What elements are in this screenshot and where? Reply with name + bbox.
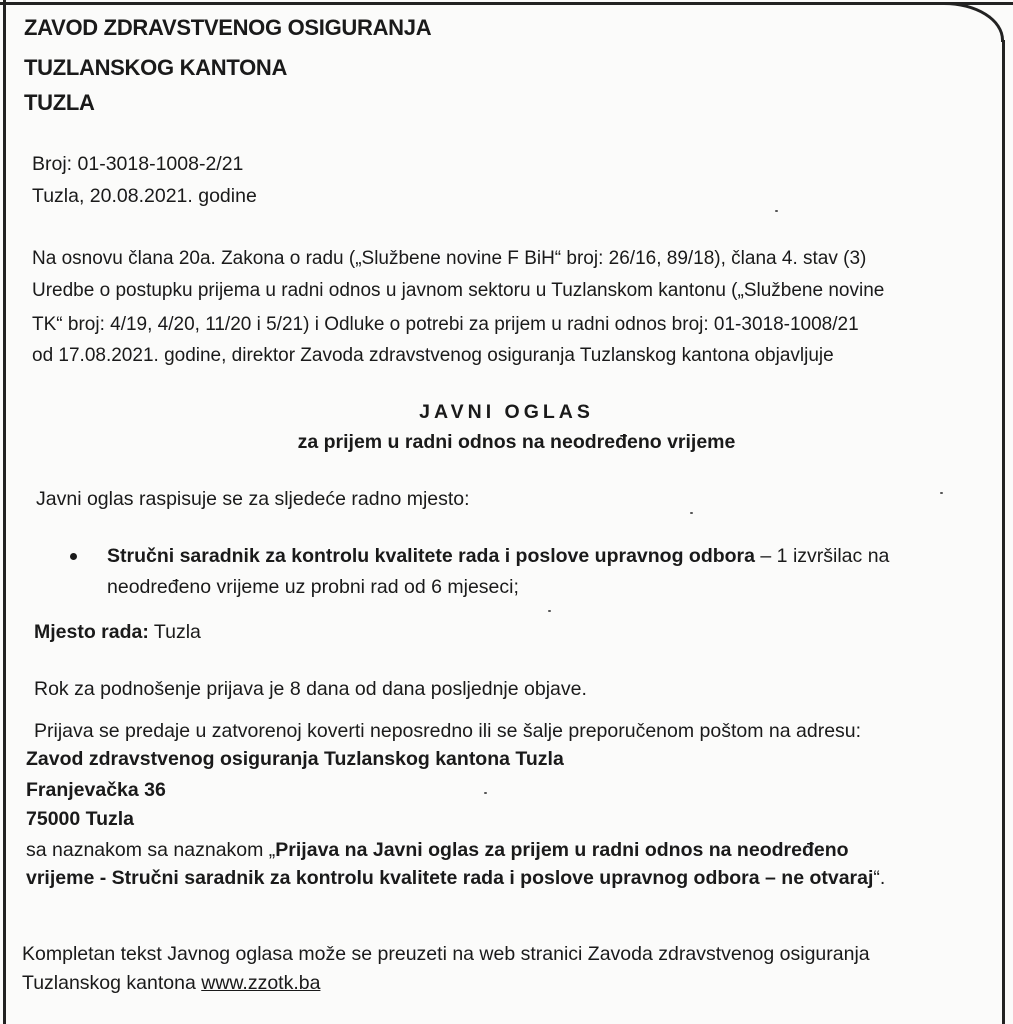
position-count: – 1 izvršilac na: [755, 545, 890, 567]
envelope-mark-prefix: sa naznakom sa naznakom „: [26, 839, 276, 861]
footer-line-2: [22, 969, 320, 997]
position-line-2: neodređeno vrijeme uz probni rad od 6 mjeseci;: [107, 576, 519, 598]
intro-line-3: TK“ broj: 4/19, 4/20, 11/20 i 5/21) i Odluke o potrebi za prijem u radni odnos broj: 01-3018-1008/21: [32, 314, 859, 335]
position-title: Stručni saradnik za kontrolu kvalitete rada i poslove upravnog odbora: [107, 545, 755, 567]
institution-name-line2: TUZLANSKOG KANTONA: [24, 55, 288, 80]
address-line-3: 75000 Tuzla: [26, 808, 135, 830]
scan-speck: [548, 610, 551, 612]
place-value: Tuzla: [148, 621, 201, 643]
submission-instructions: Prijava se predaje u zatvorenoj koverti neposredno ili se šalje preporučenom poštom na adresu:: [34, 720, 862, 742]
footer-text: Tuzlanskog kantona: [22, 972, 202, 994]
reference-number: Broj: 01-3018-1008-2/21: [32, 153, 244, 175]
envelope-mark-text-1: Prijava na Javni oglas za prijem u radni odnos na neodređeno: [275, 839, 849, 861]
envelope-mark-line-1: [26, 836, 849, 864]
clipping-border-top: [0, 2, 1013, 5]
address-line-1: Zavod zdravstvenog osiguranja Tuzlanskog kantona Tuzla: [26, 748, 564, 770]
envelope-mark-line-2: [26, 864, 885, 892]
position-line-1: [107, 542, 889, 570]
announcement-title: JAVNI OGLAS: [419, 401, 594, 423]
intro-line-4: od 17.08.2021. godine, direktor Zavoda zdravstvenog osiguranja Tuzlanskog kantona objavljuje: [32, 345, 834, 366]
clipping-border-corner: [940, 2, 1004, 42]
scan-speck: [775, 210, 778, 212]
scan-speck: [940, 492, 943, 494]
clipping-border-right: [1002, 40, 1005, 1024]
institution-name-line1: ZAVOD ZDRAVSTVENOG OSIGURANJA: [24, 15, 432, 40]
document-date: Tuzla, 20.08.2021. godine: [32, 185, 257, 207]
envelope-mark-suffix: “.: [873, 867, 886, 889]
website-link[interactable]: www.zzotk.ba: [201, 972, 321, 994]
scan-speck: [690, 512, 693, 514]
scan-speck: [484, 792, 487, 794]
institution-city: TUZLA: [24, 90, 95, 115]
position-intro: Javni oglas raspisuje se za sljedeće radno mjesto:: [36, 488, 470, 510]
place-label: Mjesto rada:: [34, 621, 149, 643]
intro-line-2: Uredbe o postupku prijema u radni odnos u javnom sektoru u Tuzlanskom kantonu („Službene novine: [32, 280, 885, 301]
bullet-icon: [70, 553, 77, 560]
application-deadline: Rok za podnošenje prijava je 8 dana od dana posljednje objave.: [34, 678, 587, 700]
clipping-border-left: [3, 0, 6, 1024]
intro-line-1: Na osnovu člana 20a. Zakona o radu („Službene novine F BiH“ broj: 26/16, 89/18), člana 4. stav (3): [32, 248, 867, 269]
address-line-2: Franjevačka 36: [26, 779, 166, 801]
place-of-work: [34, 618, 201, 646]
footer-line-1: Kompletan tekst Javnog oglasa može se preuzeti na web stranici Zavoda zdravstvenog osiguranja: [22, 943, 870, 965]
envelope-mark-text-2: vrijeme - Stručni saradnik za kontrolu kvalitete rada i poslove upravnog odbora – ne otvaraj: [26, 867, 874, 889]
announcement-subtitle: za prijem u radni odnos na neodređeno vrijeme: [297, 431, 736, 453]
